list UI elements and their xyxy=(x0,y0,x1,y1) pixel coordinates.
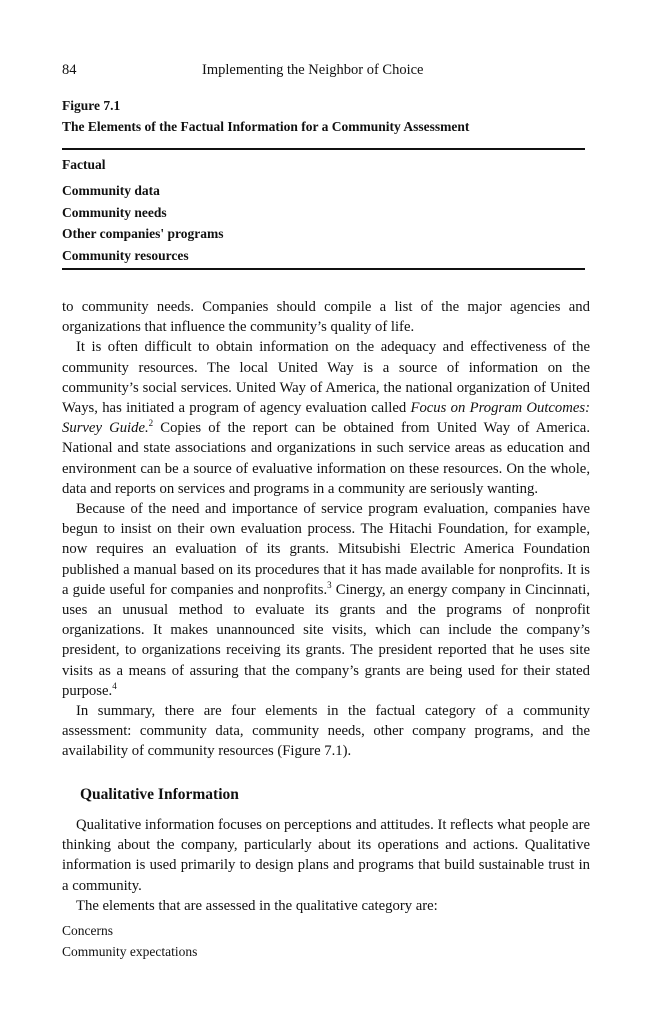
qualitative-list xyxy=(62,920,197,962)
figure-caption: The Elements of the Factual Information for a Community Assessment xyxy=(62,119,470,134)
figure-item: Community needs xyxy=(62,204,167,220)
list-item: Community expectations xyxy=(62,944,198,959)
text-run: Cinergy, an energy company in Cincinnati, uses an unusual method to evaluate its grants and the programs of nonprofit organizations. It makes unannounced site visits, which can include the company’s president, to organizations receiving its grants. The president reported that he uses site visits as a means of assuring that the company’s grants are being used for their stated purpose. xyxy=(62,581,590,699)
footnote-ref: 3 xyxy=(327,579,332,590)
text-run: Copies of the report can be obtained from United Way of America. National and state associations and organizations in such service areas as education and environment can be a source of evaluative information on these resources. On the whole, data and reports on services and programs in a community are seriously wanting. xyxy=(62,420,590,497)
paragraph: Qualitative information focuses on perceptions and attitudes. It reflects what people are thinking about the company, particularly about its operations and actions. Qualitative information is used primarily to design plans and programs that build sustainable trust in a community. xyxy=(62,817,590,894)
paragraph xyxy=(62,499,590,701)
figure-heading: Factual xyxy=(62,157,106,172)
italic-title: Focus on Program Outcomes: Survey Guide. xyxy=(62,400,590,437)
text-run: Because of the need and importance of service program evaluation, companies have begun to insist on their own evaluation process. The Hitachi Foundation, for example, now requires an evaluation of its grants. Mitsubishi Electric America Foundation published a manual based on its procedures that it has made available for nonprofits. It is a guide useful for companies and nonprofits. xyxy=(62,501,590,598)
list-item: Concerns xyxy=(62,923,113,938)
figure-list xyxy=(62,180,224,266)
paragraph: The elements that are assessed in the qualitative category are: xyxy=(76,897,438,914)
running-title: Implementing the Neighbor of Choice xyxy=(202,62,424,78)
section-body xyxy=(62,815,590,916)
footnote-ref: 2 xyxy=(148,418,154,429)
figure-item: Community data xyxy=(62,183,160,198)
figure-bottom-rule xyxy=(62,268,585,270)
figure-label: Figure 7.1 xyxy=(62,98,121,113)
figure-top-rule xyxy=(62,148,585,150)
text-run: It is often difficult to obtain information on the adequacy and effectiveness of the community resources. The local United Way is a source of information on the community’s social services. United Way of America, the national organization of United Ways, has initiated a program of agency evaluation called xyxy=(62,339,590,417)
footnote-ref: 4 xyxy=(112,680,117,691)
body-text xyxy=(62,297,590,762)
page-number: 84 xyxy=(62,62,77,78)
running-head xyxy=(62,62,590,82)
section-heading: Qualitative Information xyxy=(80,786,239,803)
paragraph xyxy=(62,337,590,499)
figure-item: Other companies' programs xyxy=(62,226,224,242)
paragraph: In summary, there are four elements in the factual category of a community assessment: community data, community needs, other company programs, and the availability of community resources (Figure 7.1). xyxy=(62,703,590,760)
paragraph: to community needs. Companies should compile a list of the major agencies and organizations that influence the community’s quality of life. xyxy=(62,299,590,336)
figure-item: Community resources xyxy=(62,247,189,263)
